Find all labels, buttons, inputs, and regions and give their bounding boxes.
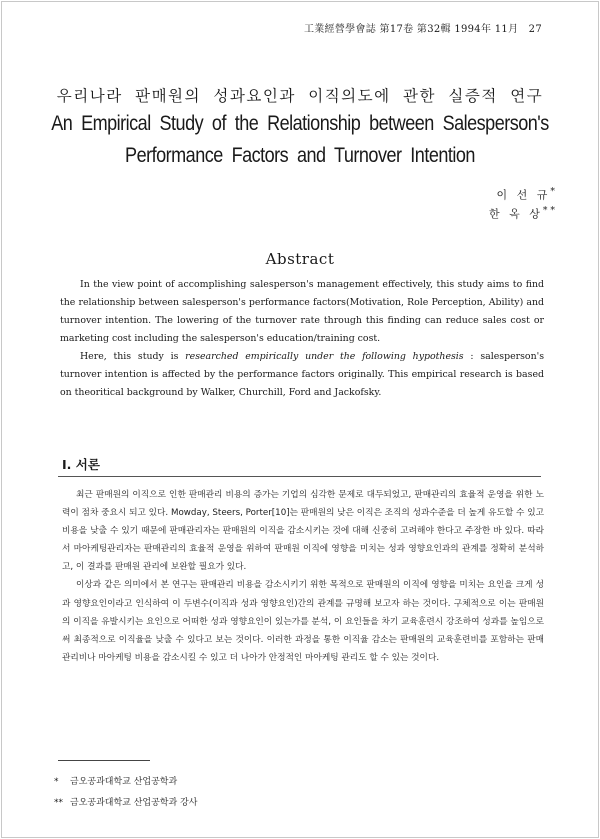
- title-korean: 우리나라 판매원의 성과요인과 이직의도에 관한 실증적 연구: [56, 87, 544, 105]
- author: [489, 186, 558, 205]
- footnote-divider: [58, 760, 150, 761]
- abstract-body: [60, 276, 544, 402]
- section-divider: [58, 476, 541, 477]
- running-head: 工業經營學會誌 第17卷 第32輯 1994年 11月 27: [303, 24, 542, 35]
- footnote-mark: *: [54, 777, 59, 787]
- abstract-paragraph: In the view point of accomplishing salesperson's management effectively, this study aims to find the relationship between salesperson's performance factors(Motivation, Role Perception, Ability) and turnover intention. The lowering of the turnover rate through this finding can reduce sales cost or marketing cost including the salesperson's education/training cost.: [60, 279, 544, 344]
- section-heading: Ⅰ. 서론: [62, 457, 100, 472]
- footnote-text: 금오공과대학교 산업공학과 강사: [70, 798, 198, 808]
- abstract-text: Here, this study is: [80, 351, 186, 362]
- author-mark: **: [542, 205, 558, 216]
- title-english-line-1: An Empirical Study of the Relationship between Salesperson's: [51, 112, 549, 135]
- footnote-mark: **: [54, 798, 63, 808]
- title-english-line-2: Performance Factors and Turnover Intention: [125, 144, 475, 167]
- body-text: [62, 486, 544, 667]
- footnote-text: 금오공과대학교 산업공학과: [70, 777, 178, 787]
- author: [489, 205, 558, 224]
- abstract-emphasis: researched empirically under the following hypothesis: [185, 351, 464, 362]
- footnote: [54, 793, 197, 814]
- author-name: 이 선 규: [496, 188, 551, 202]
- footnotes: [54, 772, 197, 814]
- authors: [489, 186, 558, 224]
- author-mark: *: [550, 186, 558, 197]
- author-name: 한 옥 상: [488, 207, 543, 221]
- body-paragraph: 최근 판매원의 이직으로 인한 판매관리 비용의 증가는 기업의 심각한 문제로 대두되었고, 판매관리의 효율적 운영을 위한 노력이 점차 중요시 되고 있다. Mowday, Steers, Porter[10]는 판매원의 낮은 이직은 조직의 성과수준을 더 높게 유도할 수 있고 비용을 낮출 수 있기 때문에 판매관리자는 판매원의 이직을 감소시키는 것에 대해 신중히 고려해야 한다고 주장한 바 있다. 따라서 마아케팅관리자는 판매관리의 효율적 운영을 위하여 판매원 이직에 영향을 미치는 성과 영향요인과의 관계를 정확히 분석하고, 이 결과를 판매원 관리에 보완할 필요가 있다.: [62, 490, 544, 573]
- abstract-heading: Abstract: [265, 250, 335, 268]
- body-paragraph: 이상과 같은 의미에서 본 연구는 판매관리 비용을 감소시키기 위한 목적으로 판매원의 이직에 영향을 미치는 요인을 크게 성과 영향요인이라고 인식하여 이 두변수(이직과 성과 영향요인)간의 관계를 규명해 보고자 하는 것이다. 구체적으로 이는 판매원의 이직을 유발시키는 요인으로 어떠한 성과 영향요인이 있는가를 분석, 이 요인들을 차기 교육훈련시 강조하여 성과를 높임으로써 최종적으로 이직율을 낮출 수 있다고 보는 것이다. 이러한 과정을 통한 이직율 감소는 판매원의 교육훈련비를 포함하는 판매관리비나 마아케팅 비용을 감소시킬 수 있고 더 나아가 안정적인 마아케팅 관리도 할 수 있는 것이다.: [62, 580, 544, 663]
- abstract-paragraph: [60, 348, 544, 402]
- abstract-text: : salesperson's turnover intention is affected by the performance factors originally. This empirical research is based on theoritical background by Walker, Churchill, Ford and Jackofsky.: [60, 351, 544, 398]
- footnote: [54, 772, 197, 793]
